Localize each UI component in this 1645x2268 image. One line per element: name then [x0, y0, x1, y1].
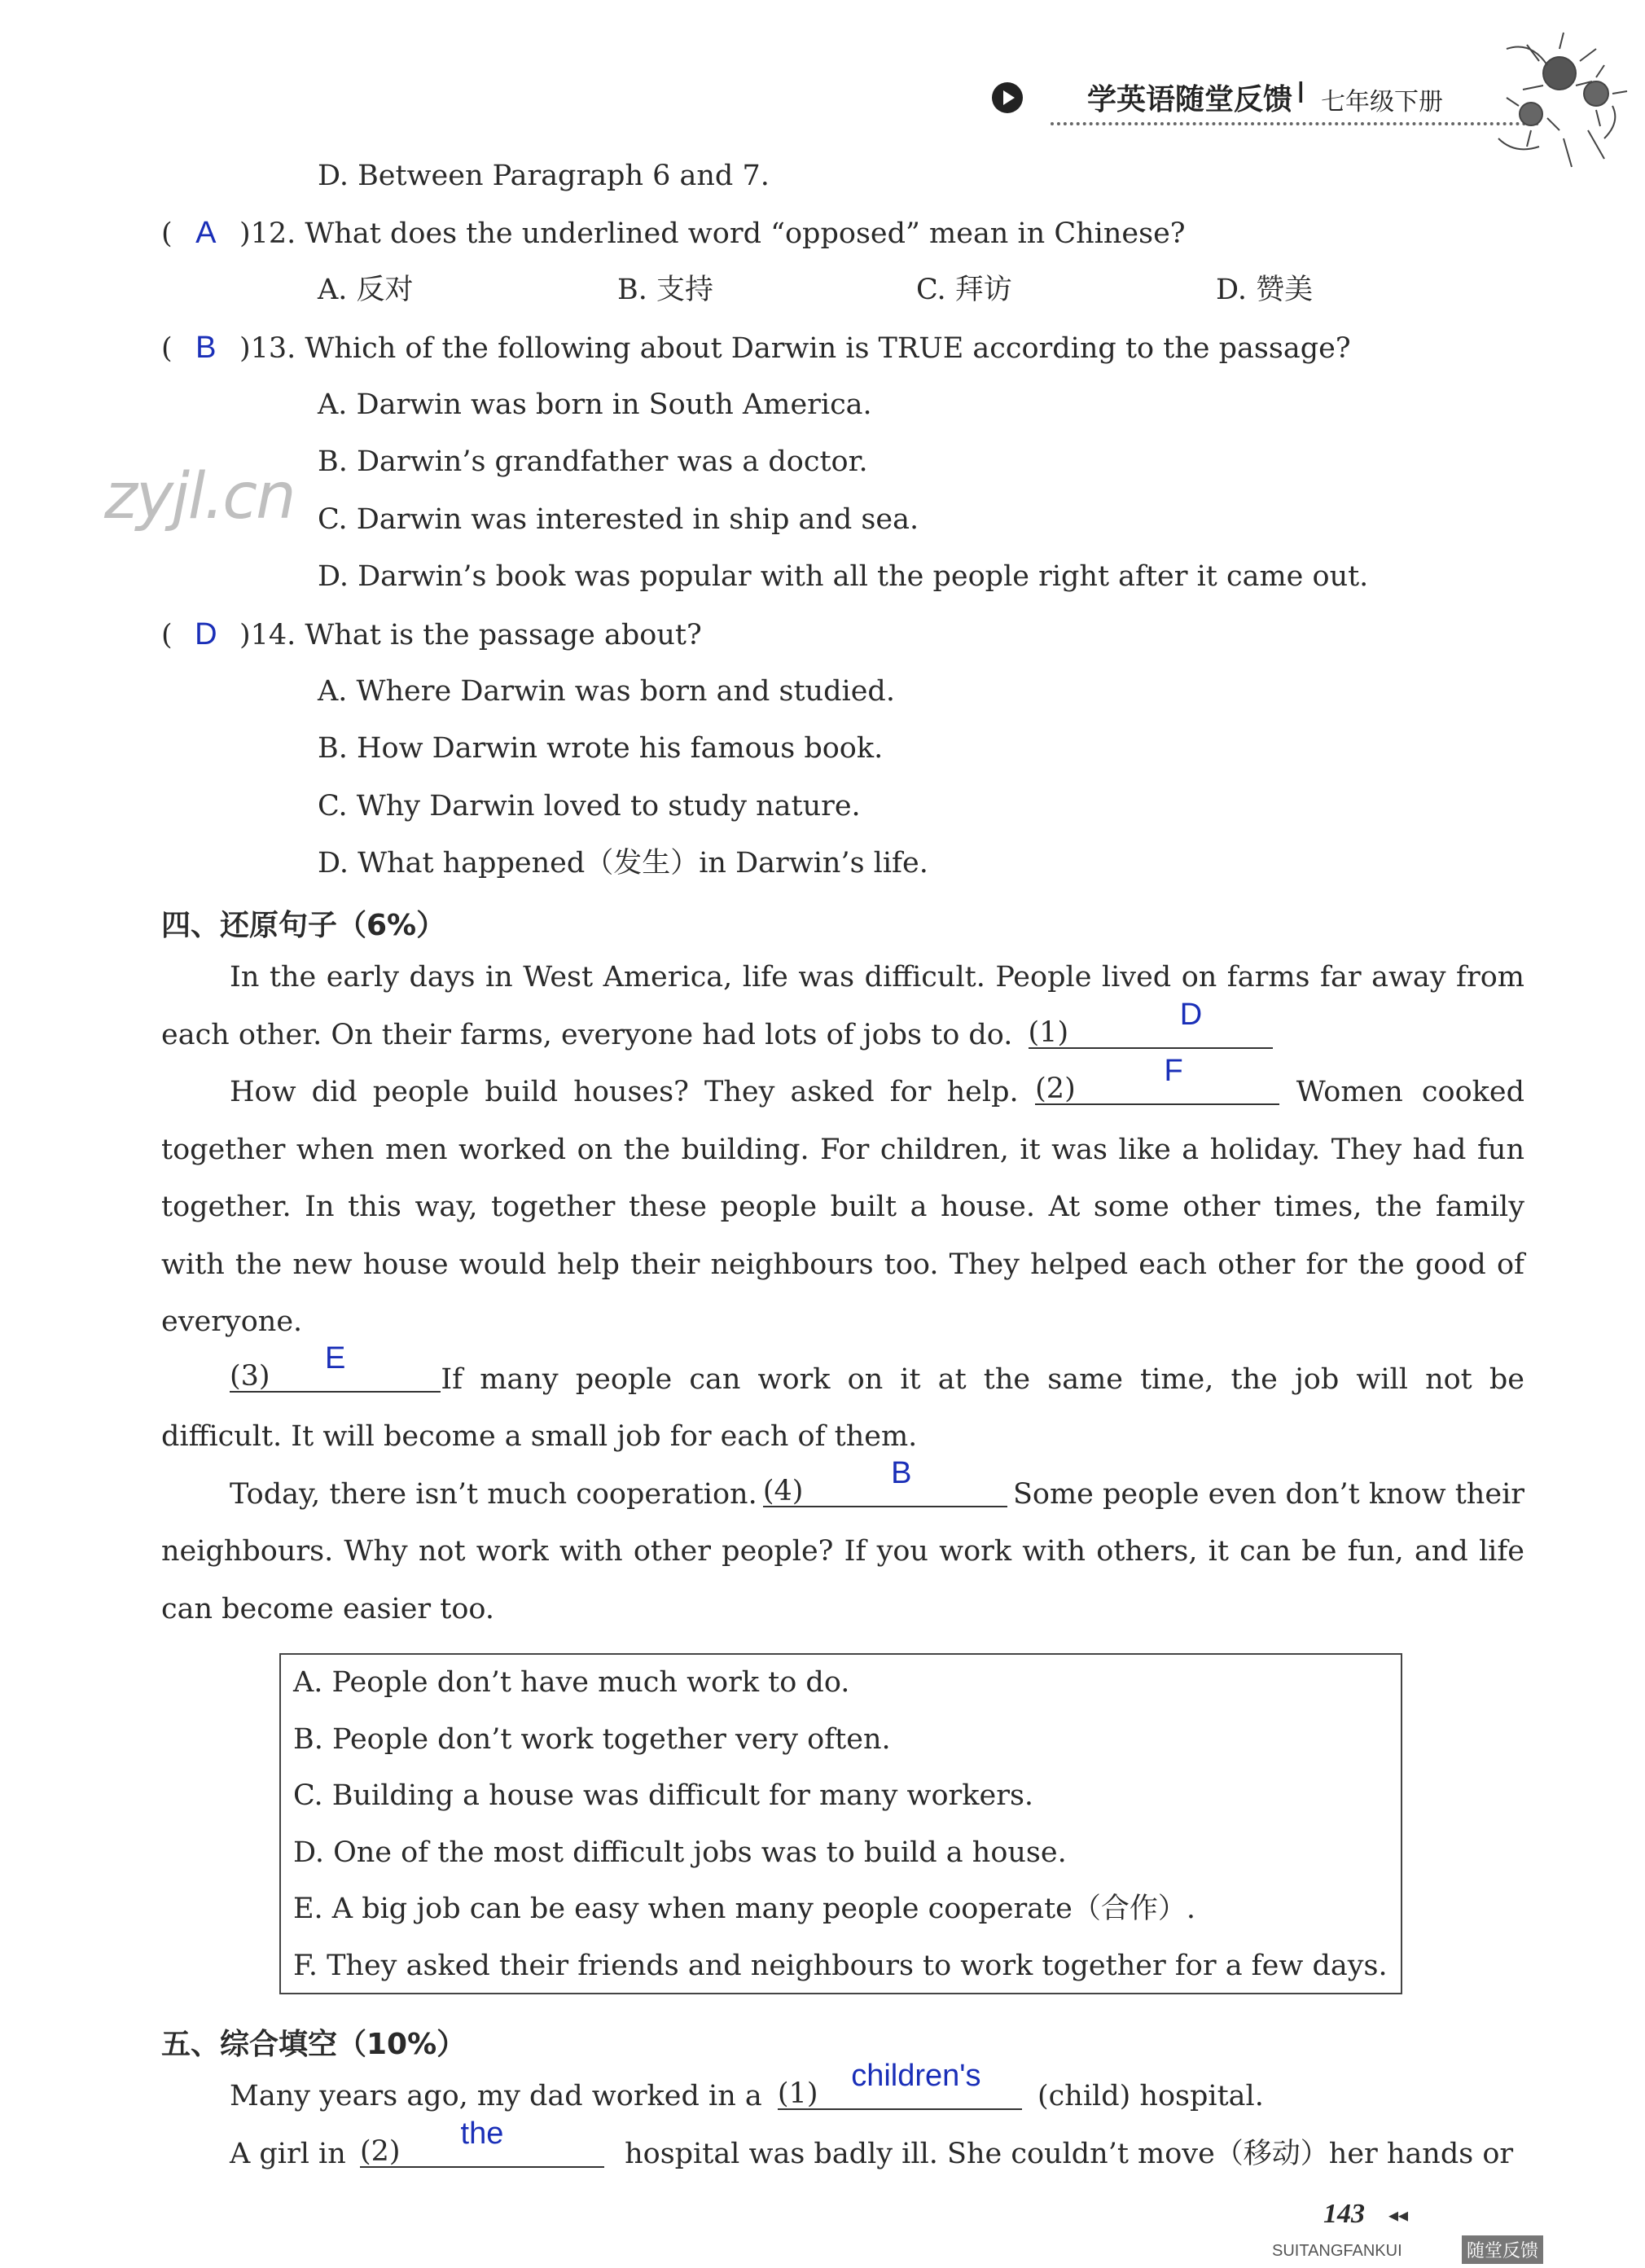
footer-arrows-icon: ◂◂	[1388, 2204, 1409, 2226]
blank-number: (3)	[230, 1360, 270, 1393]
answer-13: B	[195, 331, 217, 365]
choice-b: B. People don’t work together very often.	[293, 1723, 891, 1756]
play-icon	[991, 81, 1024, 114]
watermark: zyjl.cn	[104, 460, 295, 533]
s5-line2-a: A girl in	[230, 2138, 346, 2170]
q12-option-d: D. 赞美	[1216, 274, 1314, 306]
q12-option-b: B. 支持	[617, 274, 713, 306]
s4-blank-4[interactable]	[762, 1456, 1007, 1507]
s4-p2-line1-b: Women cooked	[1296, 1076, 1524, 1108]
question-number: )12.	[239, 217, 296, 250]
s4-p3-line1-text: If many people can work on it at the same time, the job will not be	[441, 1363, 1524, 1396]
s4-blank-3[interactable]	[230, 1341, 441, 1393]
paren-open: (	[161, 332, 173, 365]
paren-open: (	[161, 217, 173, 250]
q13-option-d: D. Darwin’s book was popular with all the people right after it came out.	[318, 560, 1369, 593]
choice-f: F. They asked their friends and neighbours to work together for a few days.	[293, 1950, 1388, 1982]
s4-blank-2[interactable]	[1035, 1054, 1279, 1105]
q14-option-d: D. What happened（发生）in Darwin’s life.	[318, 847, 928, 880]
question-stem: Which of the following about Darwin is TRUE according to the passage?	[305, 332, 1351, 365]
blank-number: (2)	[359, 2135, 401, 2168]
s5-line2-b: hospital was badly ill. She couldn’t move（移动）her hands or	[625, 2138, 1514, 2170]
page-number: 143	[1323, 2199, 1365, 2229]
section-5-title: 五、综合填空（10%）	[161, 2028, 467, 2061]
blank-answer: the	[460, 2117, 504, 2151]
blank-number: (1)	[777, 2077, 818, 2110]
header-separator: I	[1296, 77, 1305, 110]
s4-p1-line1: In the early days in West America, life was difficult. People lived on farms far away from	[230, 961, 1524, 994]
paren-open: (	[161, 619, 173, 651]
header-title: 学英语随堂反馈	[1087, 83, 1293, 116]
blank-number: (4)	[762, 1475, 804, 1507]
s5-line1	[230, 2059, 1264, 2114]
question-number: )13.	[239, 332, 296, 365]
question-13	[161, 330, 1351, 366]
q14-option-b: B. How Darwin wrote his famous book.	[318, 732, 884, 765]
question-stem: What does the underlined word “opposed” mean in Chinese?	[305, 217, 1186, 250]
s4-p2-line1	[230, 1054, 1524, 1110]
s4-p1-line2-text: each other. On their farms, everyone had lots of jobs to do.	[161, 1019, 1013, 1051]
s4-p2-line4: with the new house would help their neighbours too. They helped each other for the good of	[161, 1248, 1524, 1281]
s4-blank-1[interactable]	[1028, 998, 1273, 1049]
s4-p2-line5: everyone.	[161, 1305, 303, 1338]
section-4-title: 四、还原句子（6%）	[161, 909, 446, 942]
s5-line1-b: (child) hospital.	[1037, 2080, 1264, 2112]
s4-p4-line1	[230, 1456, 1524, 1512]
question-number: )14.	[239, 619, 296, 651]
choices-box	[279, 1653, 1402, 1994]
header-subtitle: 七年级下册	[1321, 88, 1443, 116]
s4-p4-line2: neighbours. Why not work with other people? If you work with others, it can be fun, and life	[161, 1535, 1524, 1568]
question-stem: What is the passage about?	[305, 619, 702, 651]
choice-e: E. A big job can be easy when many people cooperate（合作）.	[293, 1893, 1195, 1925]
blank-answer: children's	[851, 2059, 981, 2093]
answer-12: A	[195, 216, 217, 250]
s4-p4-line1-a: Today, there isn’t much cooperation.	[230, 1478, 757, 1511]
q12-option-a: A. 反对	[318, 274, 414, 306]
q13-option-a: A. Darwin was born in South America.	[318, 388, 872, 421]
s4-p2-line1-a: How did people build houses? They asked for help.	[230, 1076, 1019, 1108]
footer-label: 随堂反馈	[1462, 2235, 1543, 2264]
q14-option-a: A. Where Darwin was born and studied.	[318, 675, 895, 708]
blank-number: (1)	[1028, 1016, 1069, 1049]
footer-latin: SUITANGFANKUI	[1272, 2242, 1402, 2260]
blank-number: (2)	[1035, 1073, 1076, 1105]
answer-14: D	[195, 617, 217, 651]
question-14	[161, 616, 702, 653]
s4-p1-line2	[161, 998, 1273, 1053]
s5-line2	[230, 2117, 1514, 2172]
blank-answer: B	[891, 1456, 912, 1490]
choice-d: D. One of the most difficult jobs was to build a house.	[293, 1836, 1067, 1869]
header-dotted-rule	[1051, 122, 1539, 125]
choice-a: A. People don’t have much work to do.	[293, 1666, 850, 1699]
q11-option-d: D. Between Paragraph 6 and 7.	[318, 160, 770, 192]
s4-p2-line3: together. In this way, together these people built a house. At some other times, the family	[161, 1191, 1524, 1223]
q13-option-b: B. Darwin’s grandfather was a doctor.	[318, 445, 868, 478]
s4-p2-line2: together when men worked on the building. For children, it was like a holiday. They had fun	[161, 1134, 1524, 1166]
sunflower-decoration-icon	[1482, 16, 1637, 171]
q13-option-c: C. Darwin was interested in ship and sea.	[318, 503, 919, 536]
s4-p4-line3: can become easier too.	[161, 1593, 494, 1625]
q14-option-c: C. Why Darwin loved to study nature.	[318, 790, 861, 823]
blank-answer: E	[325, 1341, 346, 1375]
blank-answer: F	[1164, 1054, 1183, 1088]
s5-blank-1[interactable]	[777, 2059, 1022, 2110]
q12-option-c: C. 拜访	[916, 274, 1012, 306]
s4-p3-line2: difficult. It will become a small job for each of them.	[161, 1420, 918, 1453]
blank-answer: D	[1179, 998, 1203, 1032]
s4-p4-line1-b: Some people even don’t know their	[1012, 1478, 1524, 1511]
s4-p3-line1	[230, 1341, 1524, 1397]
s5-line1-a: Many years ago, my dad worked in a	[230, 2080, 762, 2112]
question-12	[161, 215, 1186, 252]
s5-blank-2[interactable]	[359, 2117, 604, 2168]
choice-c: C. Building a house was difficult for many workers.	[293, 1779, 1034, 1812]
